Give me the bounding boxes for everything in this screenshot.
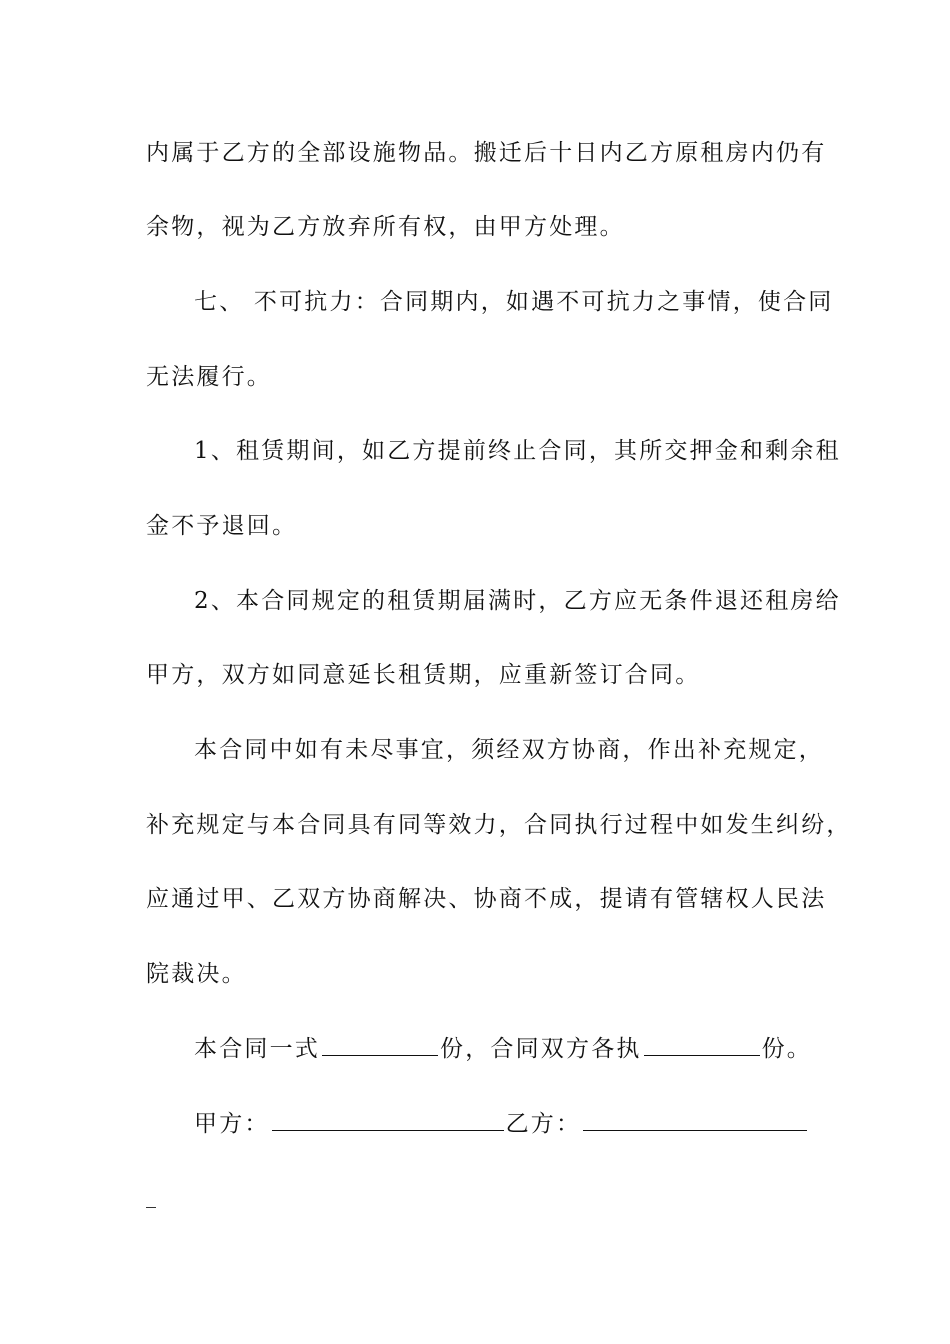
party-a-label: 甲方： [194,1111,270,1137]
party-a-signature-blank[interactable] [272,1108,504,1131]
clause-item-1: 1、租赁期间，如乙方提前终止合同，其所交押金和剩余租 [194,438,841,464]
paragraph-line: 应通过甲、乙双方协商解决、协商不成，提请有管辖权人民法 [146,886,827,912]
copies-middle: 份，合同双方各执 [440,1036,642,1062]
copies-each-blank[interactable] [644,1033,760,1056]
signature-line [194,1108,809,1139]
clause-seven-heading: 七、 不可抗力：合同期内，如遇不可抗力之事情，使合同 [194,289,834,315]
copies-prefix: 本合同一式 [194,1036,320,1062]
paragraph-line: 内属于乙方的全部设施物品。搬迁后十日内乙方原租房内仍有 [146,140,827,166]
stray-underline-mark [146,1207,156,1208]
paragraph-line: 无法履行。 [146,364,272,390]
paragraph-line: 院裁决。 [146,961,247,987]
paragraph-line: 甲方，双方如同意延长租赁期，应重新签订合同。 [146,662,701,688]
copies-suffix: 份。 [761,1036,813,1062]
supplementary-paragraph: 本合同中如有未尽事宜，须经双方协商，作出补充规定， [194,737,824,763]
copies-line [194,1033,812,1064]
clause-item-2: 2、本合同规定的租赁期届满时，乙方应无条件退还租房给 [194,588,841,614]
party-b-label: 乙方： [505,1111,582,1137]
paragraph-line: 补充规定与本合同具有同等效力，合同执行过程中如发生纠纷， [146,812,852,838]
party-b-signature-blank[interactable] [583,1108,807,1131]
copies-total-blank[interactable] [322,1033,438,1056]
paragraph-line: 余物，视为乙方放弃所有权，由甲方处理。 [146,214,625,240]
paragraph-line: 金不予退回。 [146,513,298,539]
